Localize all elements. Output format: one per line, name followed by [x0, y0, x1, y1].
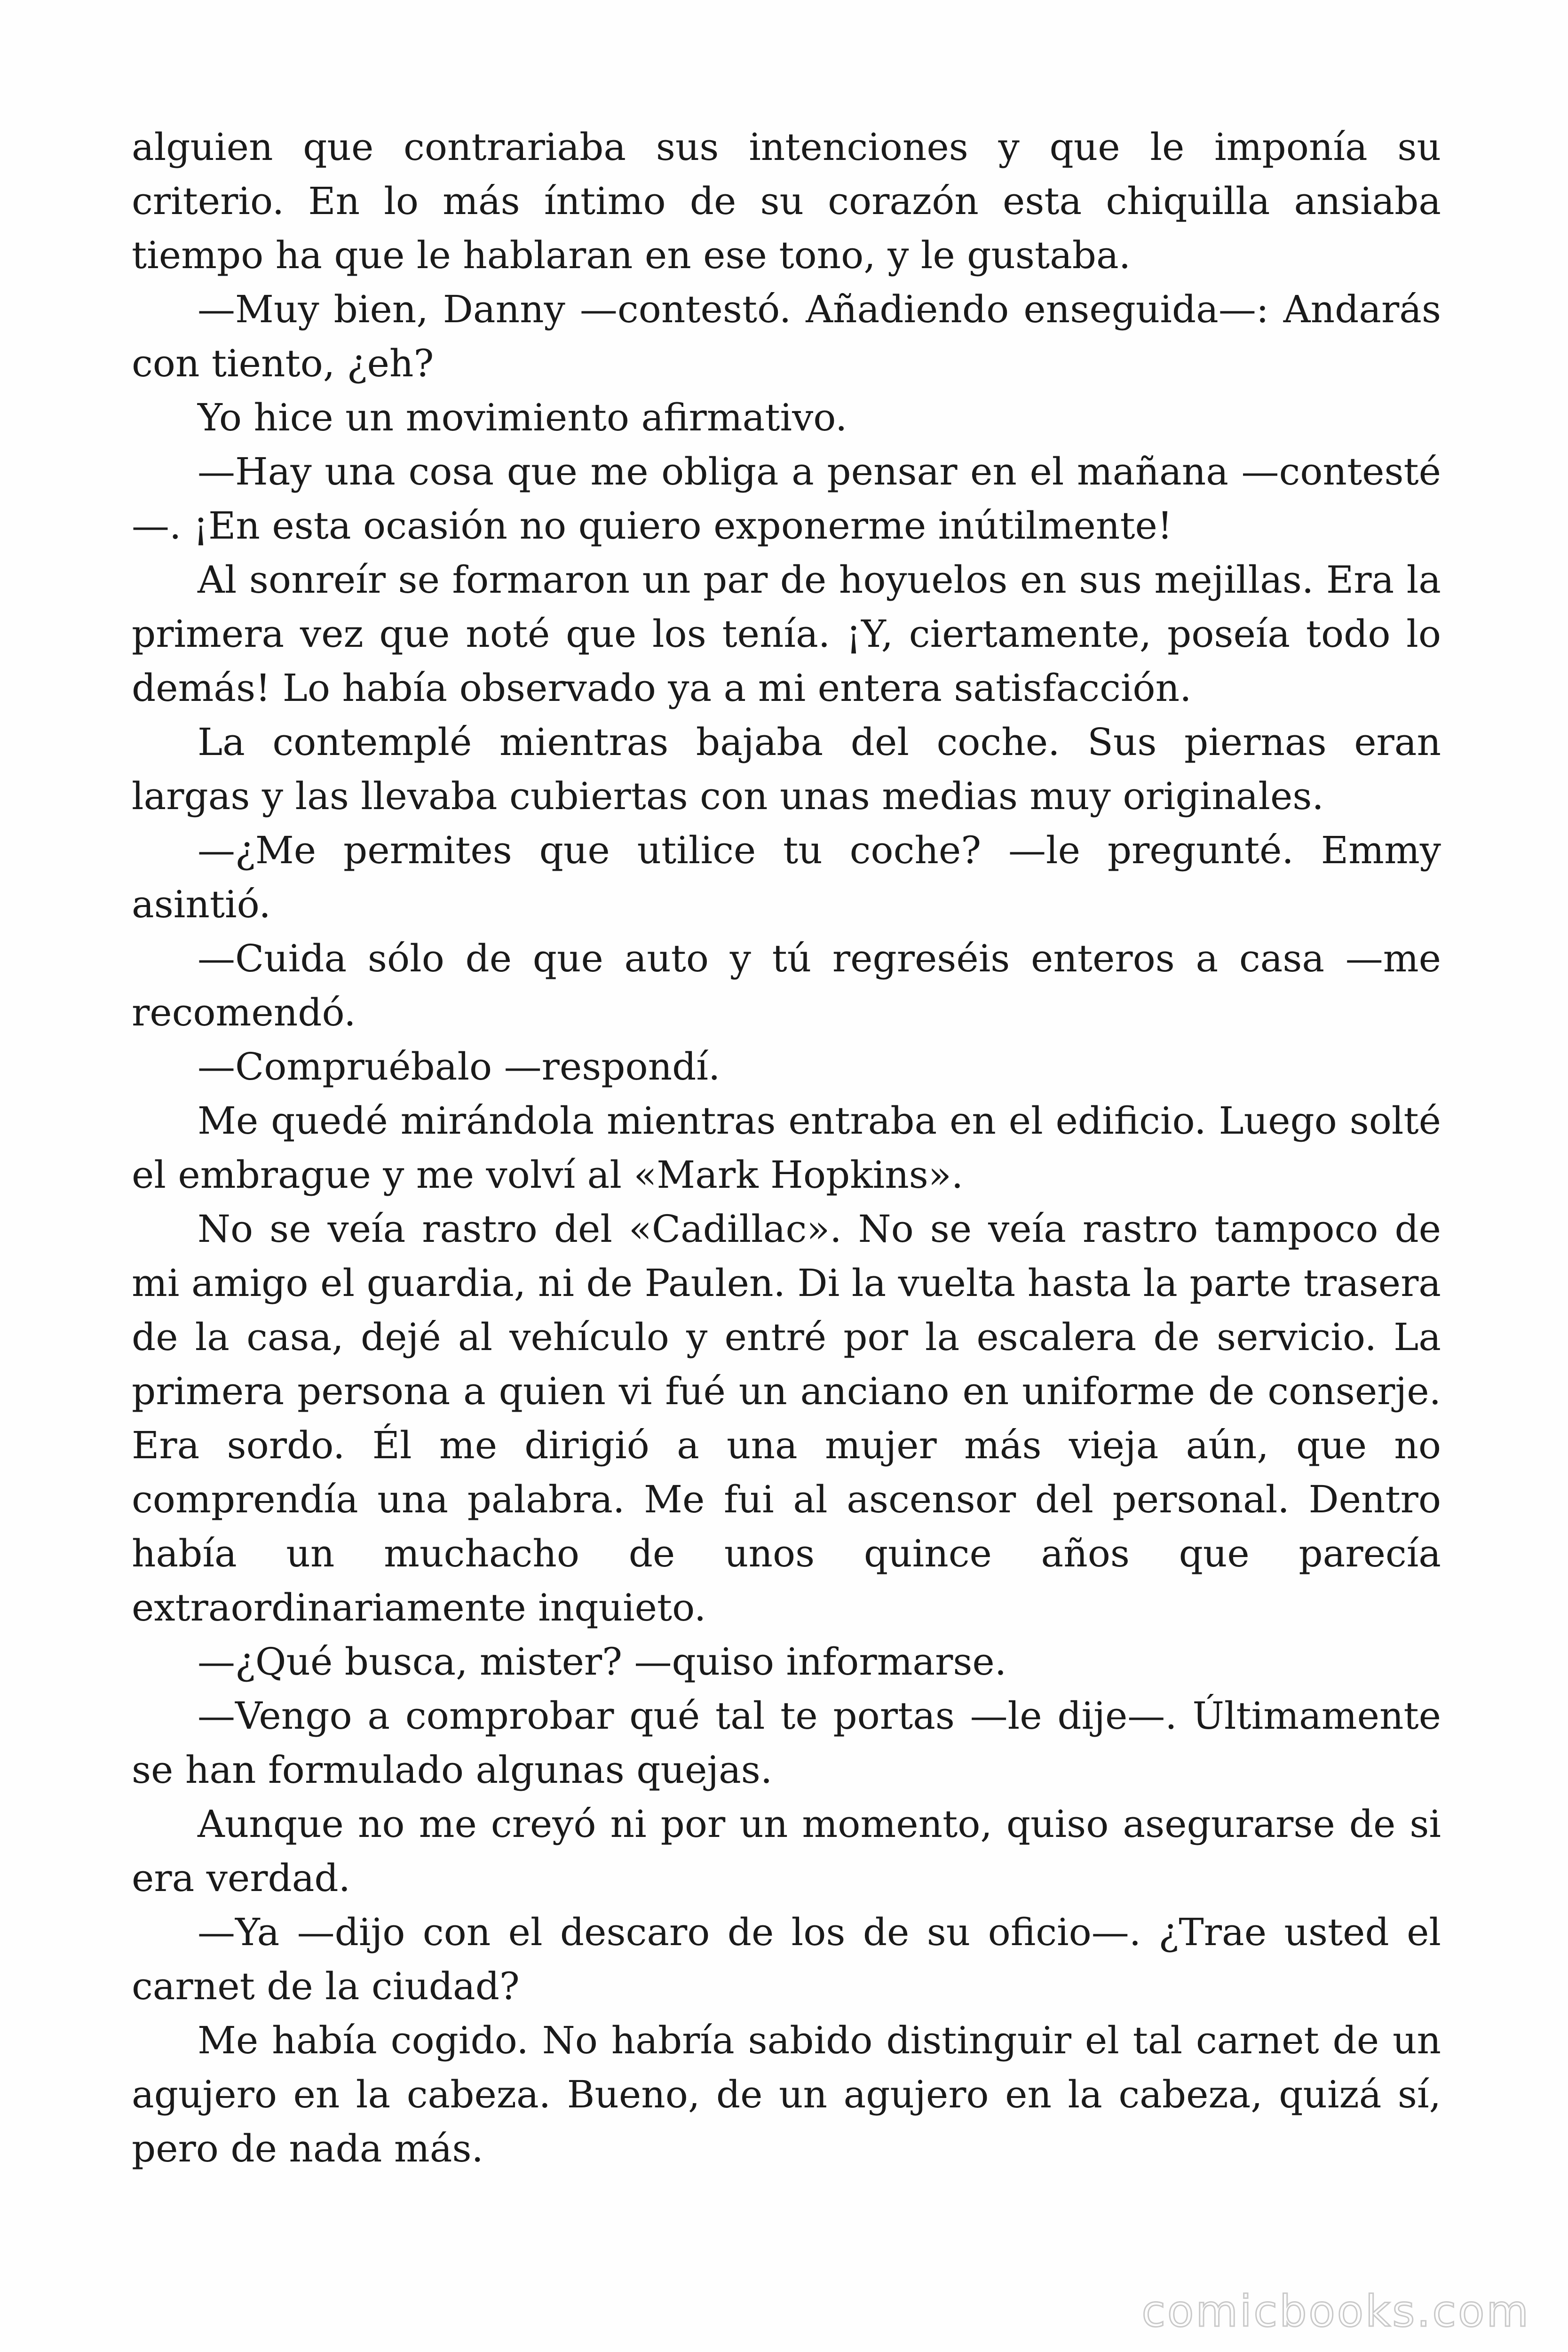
- paragraph: —¿Me permites que utilice tu coche? —le pregunté. Emmy asintió.: [132, 828, 1441, 926]
- paragraph: La contemplé mientras bajaba del coche. Sus piernas eran largas y las llevaba cubiertas con unas medias muy originales.: [132, 720, 1441, 818]
- paragraph: —Muy bien, Danny —contestó. Añadiendo enseguida—: Andarás con tiento, ¿eh?: [132, 287, 1441, 385]
- paragraph: —Ya —dijo con el descaro de los de su oficio—. ¿Trae usted el carnet de la ciudad?: [132, 1910, 1441, 2008]
- paragraph: Al sonreír se formaron un par de hoyuelos en sus mejillas. Era la primera vez que noté que los tenía. ¡Y, ciertamente, poseía todo lo demás! Lo había observado ya a mi entera satisfacción.: [132, 558, 1441, 710]
- paragraph: —Hay una cosa que me obliga a pensar en el mañana —contesté —. ¡En esta ocasión no quiero exponerme inútilmente!: [132, 450, 1441, 548]
- paragraph: Aunque no me creyó ni por un momento, quiso asegurarse de si era verdad.: [132, 1802, 1441, 1900]
- paragraph: —Cuida sólo de que auto y tú regreséis enteros a casa —me recomendó.: [132, 937, 1441, 1034]
- paragraph: Me quedé mirándola mientras entraba en el edificio. Luego solté el embrague y me volví al «Mark Hopkins».: [132, 1099, 1441, 1197]
- paragraph: Me había cogido. No habría sabido distinguir el tal carnet de un agujero en la cabeza. Bueno, de un agujero en la cabeza, quizá sí, pero de nada más.: [132, 2018, 1441, 2170]
- paragraph: —¿Qué busca, mister? —quiso informarse.: [198, 1640, 1007, 1684]
- paragraph: —Compruébalo —respondí.: [198, 1045, 721, 1089]
- watermark: comicbooks.com: [1141, 2286, 1530, 2336]
- paragraph: Yo hice un movimiento afirmativo.: [198, 396, 847, 439]
- paragraph: No se veía rastro del «Cadillac». No se veía rastro tampoco de mi amigo el guardia, ni de Paulen. Di la vuelta hasta la parte trasera de la casa, dejé al vehículo y entré por la escalera de servicio. La primera persona a quien vi fué un anciano en uniforme de conserje. Era sordo. Él me dirigió a una mujer más vieja aún, que no comprendía una palabra. Me fui al ascensor del personal. Dentro había un muchacho de unos quince años que parecía extraordinariamente inquieto.: [132, 1207, 1441, 1629]
- paragraph: —Vengo a comprobar qué tal te portas —le dije—. Últimamente se han formulado algunas quejas.: [132, 1694, 1441, 1792]
- body-text: [132, 120, 1441, 2176]
- paragraph: alguien que contrariaba sus intenciones y que le imponía su criterio. En lo más íntimo de su corazón esta chiquilla ansiaba tiempo ha que le hablaran en ese tono, y le gustaba.: [132, 125, 1441, 277]
